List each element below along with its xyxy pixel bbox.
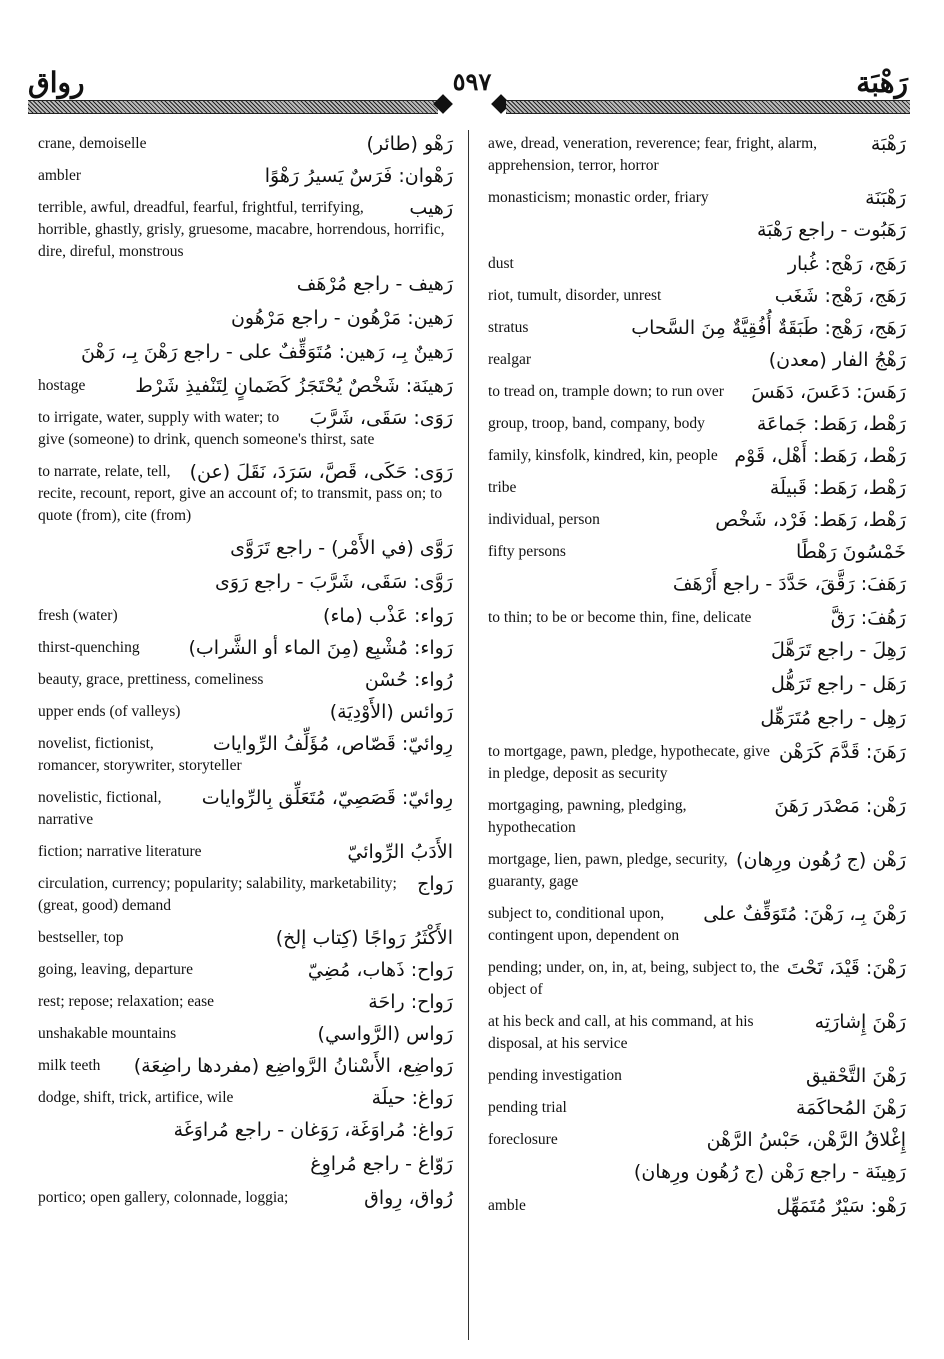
arabic-headword: رَهْط، رَهَط: قَبيلَة (769, 477, 906, 499)
arabic-headword: رَهْنَ بِـ، رَهْنَ: مُتَوَقِّفٌ على (703, 903, 906, 925)
dictionary-entry (488, 187, 906, 209)
arabic-headword: الأَدَبُ الرِّوائيّ (347, 841, 453, 863)
page-number: ٥٩٧ (452, 70, 492, 96)
dictionary-entry (488, 413, 906, 435)
dictionary-entry (38, 133, 453, 155)
english-definition: awe, dread, veneration, reverence; fear, fright, alarm, apprehension, terror, horror (488, 135, 817, 174)
english-definition: pending investigation (488, 1067, 622, 1084)
dictionary-entry (488, 219, 906, 243)
english-definition: beauty, grace, prettiness, comeliness (38, 671, 264, 688)
english-definition: crane, demoiselle (38, 135, 147, 152)
arabic-headword: رَهُفَ: رَقَّ (830, 607, 906, 629)
english-definition: going, leaving, departure (38, 961, 193, 978)
dictionary-entry (488, 707, 906, 731)
dictionary-entry (38, 571, 453, 595)
english-definition: novelist, fictionist, romancer, storywriter, storyteller (38, 735, 242, 774)
arabic-headword: رَواغ: حيلَة (371, 1087, 453, 1109)
english-definition: portico; open gallery, colonnade, loggia; (38, 1189, 289, 1206)
dictionary-entry (488, 741, 906, 785)
dictionary-entry (38, 165, 453, 187)
dictionary-entry (488, 445, 906, 467)
arabic-headword: رَوَى: سَقَى، شَرَّبَ (309, 407, 453, 429)
dictionary-entry (38, 537, 453, 561)
arabic-headword: رَهْنَ المُحاكَمَة (795, 1097, 906, 1119)
arabic-headword: رَواغ: مُراوَغَة، رَوَغان - راجع مُراوَغَة (173, 1119, 453, 1141)
dictionary-entry (488, 957, 906, 1001)
dictionary-entry (488, 381, 906, 403)
dictionary-entry (488, 133, 906, 177)
arabic-headword: رَوّاغ - راجع مُراوِغ (310, 1153, 453, 1175)
dictionary-entry (38, 841, 453, 863)
arabic-headword: رَهينٌ بِـ، رَهين: مُتَوَقِّفٌ على - راجع رَهْنَ بِـ، رَهْنَ (81, 341, 453, 363)
english-definition: to mortgage, pawn, pledge, hypothecate, give in pledge, deposit as security (488, 743, 770, 782)
dictionary-entry (38, 407, 453, 451)
arabic-headword: رِوائيّ: قَصَصِيّ، مُتَعَلِّق بِالرِّوايات (201, 787, 453, 809)
dictionary-entry (38, 605, 453, 627)
dictionary-entry (38, 1119, 453, 1143)
dictionary-entry (38, 461, 453, 527)
english-definition: riot, tumult, disorder, unrest (488, 287, 662, 304)
dictionary-entry (38, 307, 453, 331)
dictionary-entry (488, 795, 906, 839)
english-definition: to thin; to be or become thin, fine, delicate (488, 609, 752, 626)
arabic-headword: رَهَسَ: دَعَسَ، دَهَسَ (751, 381, 906, 403)
dictionary-entry (488, 639, 906, 663)
dictionary-entry (488, 541, 906, 563)
english-definition: dodge, shift, trick, artifice, wile (38, 1089, 234, 1106)
dictionary-entry (488, 607, 906, 629)
arabic-headword: رِوائيّ: قَصّاص، مُؤَلِّفُ الرِّوايات (212, 733, 453, 755)
dictionary-entry (488, 849, 906, 893)
dictionary-entry (38, 733, 453, 777)
english-definition: family, kinsfolk, kindred, kin, people (488, 447, 718, 464)
english-definition: mortgage, lien, pawn, pledge, security, guaranty, gage (488, 851, 728, 890)
dictionary-entry (38, 1087, 453, 1109)
english-definition: monasticism; monastic order, friary (488, 189, 709, 206)
arabic-headword: رَهْبَة (870, 133, 906, 155)
english-definition: subject to, conditional upon, contingent upon, dependent on (488, 905, 680, 944)
dictionary-entry (38, 197, 453, 263)
arabic-headword: رَهَل - راجع تَرَهُّل (770, 673, 906, 695)
arabic-headword: رَهيب (409, 197, 453, 219)
arabic-headword: إِغْلاقُ الرَّهْن، حَبْسُ الرَّهْن (706, 1129, 906, 1151)
dictionary-entry (488, 1011, 906, 1055)
dictionary-entry (38, 1187, 453, 1209)
arabic-headword: رَهْنَ: قَيْدَ، تَحْتَ (786, 957, 906, 979)
english-definition: hostage (38, 377, 86, 394)
english-definition: tribe (488, 479, 517, 496)
arabic-headword: رَهين: مَرْهُون - راجع مَرْهُون (230, 307, 453, 329)
english-definition: to irrigate, water, supply with water; to give (someone) to drink, quench someone's thirst, sate (38, 409, 375, 448)
arabic-headword: رَهَبُوت - راجع رَهْبَة (756, 219, 906, 241)
arabic-headword: رُواء: حُسْن (364, 669, 453, 691)
dictionary-entry (38, 927, 453, 949)
arabic-headword: رَهَج، رَهْج: طَبَقَةٌ أُفُقِيَّةٌ مِنَ السَّحاب (631, 317, 906, 339)
arabic-headword: رَهَج، رَهْج: شَغَب (774, 285, 906, 307)
english-definition: terrible, awful, dreadful, fearful, frightful, terrifying, horrible, ghastly, grisly, gruesome, macabre, horrendous, horrific, dire, direful, monstrous (38, 199, 445, 260)
arabic-headword: رَهْط، رَهَط: فَرْد، شَخْص (715, 509, 906, 531)
dictionary-entry (488, 1065, 906, 1087)
english-definition: to narrate, relate, tell, recite, recount, report, give an account of; to transmit, pass on; to quote (from), cite (from) (38, 463, 443, 524)
arabic-headword: رَهْوان: فَرَسٌ يَسيرُ رَهْوًا (264, 165, 453, 187)
arabic-headword: رَهَنَ: قَدَّمَ كَرَهْن (779, 741, 906, 763)
english-definition: foreclosure (488, 1131, 558, 1148)
arabic-headword: رَهِينَة - راجع رَهْن (ج رُهُون ورِهان) (633, 1161, 906, 1183)
arabic-headword: رَهْن: مَصْدَر رَهَنَ (774, 795, 906, 817)
english-definition: realgar (488, 351, 532, 368)
dictionary-entry (488, 349, 906, 371)
english-definition: unshakable mountains (38, 1025, 177, 1042)
english-definition: circulation, currency; popularity; salability, marketability; (great, good) demand (38, 875, 397, 914)
english-definition: ambler (38, 167, 82, 184)
arabic-headword: رَهِلَ - راجع تَرَهَّلَ (770, 639, 906, 661)
dictionary-entry (488, 673, 906, 697)
dictionary-entry (488, 1195, 906, 1217)
arabic-headword: رَوَّى: سَقَى، شَرَّبَ - راجع رَوَى (214, 571, 453, 593)
dictionary-entry (38, 637, 453, 659)
english-definition: fiction; narrative literature (38, 843, 202, 860)
arabic-headword: رَهْن (ج رُهُون ورِهان) (736, 849, 906, 871)
english-definition: novelistic, fictional, narrative (38, 789, 162, 828)
dictionary-entry (488, 285, 906, 307)
dictionary-entry (488, 477, 906, 499)
english-definition: pending; under, on, in, at, being, subject to, the object of (488, 959, 780, 998)
english-definition: dust (488, 255, 514, 272)
english-definition: amble (488, 1197, 526, 1214)
dictionary-entry (488, 1129, 906, 1151)
dictionary-entry (488, 253, 906, 275)
arabic-headword: رُواق، رِواق (364, 1187, 453, 1209)
header-rule-right (506, 100, 910, 114)
dictionary-entry (38, 873, 453, 917)
arabic-headword: رَهْو: سَيْرٌ مُتَمَهِّل (776, 1195, 906, 1217)
column-divider (468, 130, 469, 1340)
left-column (38, 133, 453, 1219)
dictionary-entry (38, 787, 453, 831)
dictionary-entry (38, 1055, 453, 1077)
dictionary-entry (488, 573, 906, 597)
english-definition: group, troop, band, company, body (488, 415, 705, 432)
dictionary-entry (38, 669, 453, 691)
arabic-headword: رَواس (الرَّواسي) (317, 1023, 453, 1045)
dictionary-entry (38, 375, 453, 397)
arabic-headword: رَواء: عَذْب (ماء) (323, 605, 453, 627)
arabic-headword: رَهْنَ التَّحْقيق (806, 1065, 906, 1087)
dictionary-entry (38, 273, 453, 297)
arabic-headword: رَواضِع، الأَسْنانُ الرَّواضِع (مفردها راضِعَة) (133, 1055, 453, 1077)
dictionary-entry (38, 959, 453, 981)
dictionary-entry (38, 1023, 453, 1045)
header-word-right: رَهْبَة (856, 68, 908, 99)
arabic-headword: رَوَى: حَكَى، قَصَّ، سَرَدَ، نَقَلَ (عن) (189, 461, 453, 483)
arabic-headword: رَوائس (الأَوْدِيَة) (329, 701, 453, 723)
arabic-headword: رَهيف - راجع مُرْهَف (296, 273, 453, 295)
english-definition: bestseller, top (38, 929, 124, 946)
arabic-headword: رَواج (417, 873, 453, 895)
header-rule-left (28, 100, 438, 114)
dictionary-entry (38, 701, 453, 723)
dictionary-entry (488, 509, 906, 531)
dictionary-entry (38, 991, 453, 1013)
arabic-headword: رَواح: راحَة (368, 991, 453, 1013)
arabic-headword: رَهْبَنَة (865, 187, 906, 209)
english-definition: fresh (water) (38, 607, 118, 624)
english-definition: at his beck and call, at his command, at his disposal, at his service (488, 1013, 754, 1052)
dictionary-entry (488, 903, 906, 947)
right-column (488, 133, 906, 1227)
english-definition: pending trial (488, 1099, 567, 1116)
arabic-headword: الأَكْثَرُ رَواجًا (كِتاب إلخ) (275, 927, 453, 949)
arabic-headword: رَهْجُ الفار (معدن) (768, 349, 906, 371)
dictionary-entry (38, 1153, 453, 1177)
english-definition: stratus (488, 319, 529, 336)
arabic-headword: رَهَفَ: رَقَّقَ، حَدَّدَ - راجع أَرْهَفَ (672, 573, 906, 595)
dictionary-entry (488, 1161, 906, 1185)
arabic-headword: رَهْط، رَهَط: أَهْل، قَوْم (734, 445, 906, 467)
dictionary-entry (488, 1097, 906, 1119)
arabic-headword: خَمْسُونَ رَهْطًا (795, 541, 906, 563)
arabic-headword: رَهِل - راجع مُتَرَهِّل (760, 707, 906, 729)
english-definition: upper ends (of valleys) (38, 703, 181, 720)
arabic-headword: رَواء: مُشْبِع (مِنَ الماء أو الشَّراب) (188, 637, 453, 659)
dictionary-entry (38, 341, 453, 365)
arabic-headword: رَهَج، رَهْج: غُبار (787, 253, 906, 275)
english-definition: individual, person (488, 511, 600, 528)
english-definition: fifty persons (488, 543, 566, 560)
arabic-headword: رَواح: ذَهاب، مُضِيّ (307, 959, 453, 981)
header-word-left: رواق (28, 68, 85, 99)
arabic-headword: رَهْو (طائر) (366, 133, 453, 155)
arabic-headword: رَهينَة: شَخْصٌ يُحْتَجَزُ كَضَمانٍ لِتَنْفيذِ شَرْط (135, 375, 453, 397)
english-definition: thirst-quenching (38, 639, 140, 656)
english-definition: to tread on, trample down; to run over (488, 383, 724, 400)
arabic-headword: رَهْنَ إِشارَتِه (814, 1011, 906, 1033)
english-definition: rest; repose; relaxation; ease (38, 993, 215, 1010)
english-definition: milk teeth (38, 1057, 101, 1074)
arabic-headword: رَوَّى (في الأَمْر) - راجع تَرَوَّى (230, 537, 453, 559)
english-definition: mortgaging, pawning, pledging, hypothecation (488, 797, 687, 836)
dictionary-entry (488, 317, 906, 339)
arabic-headword: رَهْط، رَهَط: جَماعَة (756, 413, 906, 435)
